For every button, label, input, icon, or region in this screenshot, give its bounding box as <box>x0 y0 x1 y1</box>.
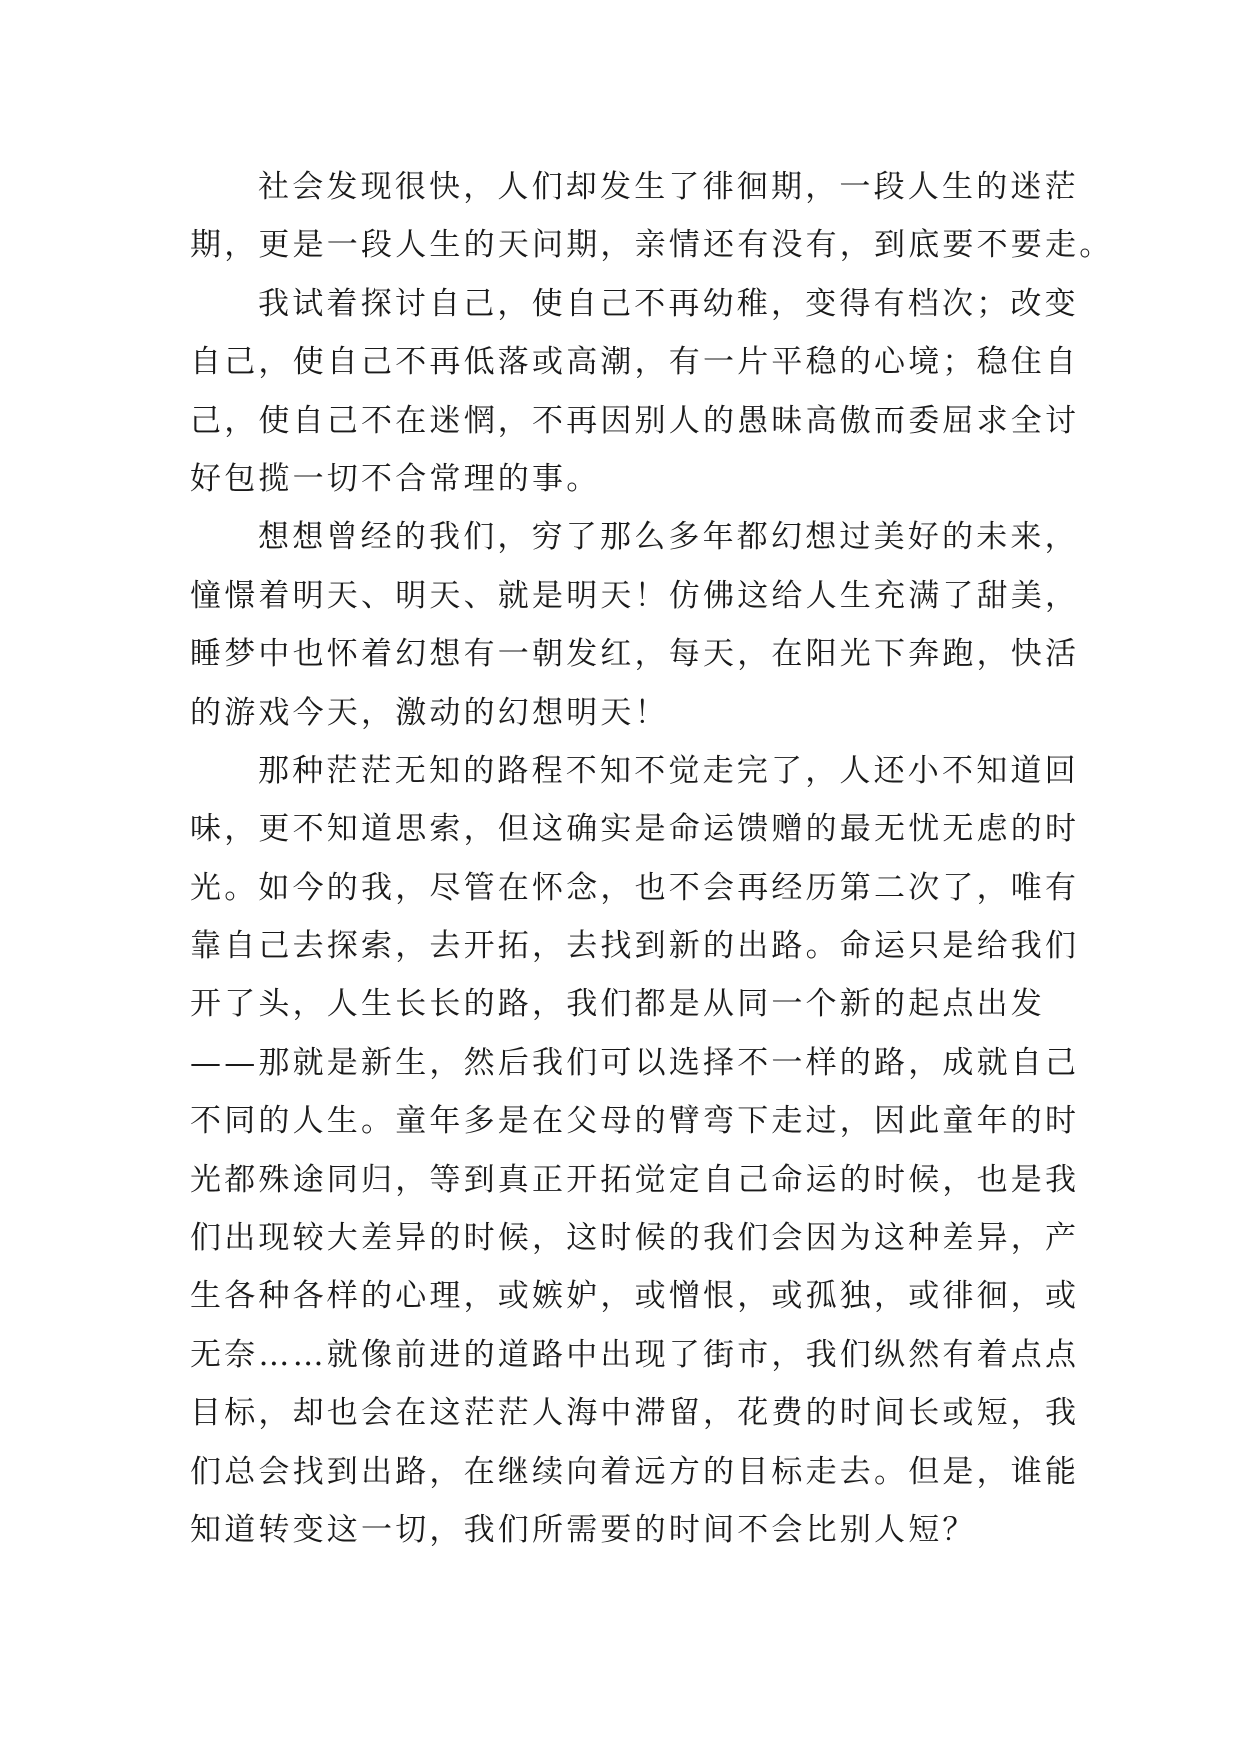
text-line: 社会发现很快，人们却发生了徘徊期，一段人生的迷茫 <box>258 169 1079 205</box>
text-line: 想想曾经的我们，穷了那么多年都幻想过美好的未来， <box>258 519 1079 556</box>
paragraph-4 <box>190 742 1080 1559</box>
text-line: 味，更不知道思索，但这确实是命运馈赠的最无忧无虑的时 <box>190 811 1080 848</box>
text-line: ——那就是新生，然后我们可以选择不一样的路，成就自己 <box>190 1044 1080 1081</box>
text-line: 目标，却也会在这茫茫人海中滞留，花费的时间长或短，我 <box>190 1395 1080 1432</box>
text-line: 那种茫茫无知的路程不知不觉走完了，人还小不知道回 <box>258 752 1079 789</box>
paragraph-1 <box>190 158 1114 275</box>
text-line: 己，使自己不在迷惘，不再因别人的愚昧高傲而委屈求全讨 <box>190 402 1080 439</box>
text-line: 期，更是一段人生的天问期，亲情还有没有，到底要不要走。 <box>190 227 1114 264</box>
text-line: 光。如今的我，尽管在怀念，也不会再经历第二次了，唯有 <box>190 869 1080 906</box>
text-line: 光都殊途同归，等到真正开拓觉定自己命运的时候，也是我 <box>190 1161 1080 1198</box>
text-line: 们出现较大差异的时候，这时候的我们会因为这种差异，产 <box>190 1220 1080 1257</box>
paragraph-3 <box>190 508 1080 742</box>
text-line: 生各种各样的心理，或嫉妒，或憎恨，或孤独，或徘徊，或 <box>190 1278 1080 1315</box>
text-line: 们总会找到出路，在继续向着远方的目标走去。但是，谁能 <box>190 1453 1080 1490</box>
text-line: 开了头，人生长长的路，我们都是从同一个新的起点出发 <box>190 986 1045 1023</box>
text-line: 我试着探讨自己，使自己不再幼稚，变得有档次；改变 <box>258 285 1079 322</box>
text-line: 不同的人生。童年多是在父母的臂弯下走过，因此童年的时 <box>190 1103 1080 1140</box>
text-line: 自己，使自己不再低落或高潮，有一片平稳的心境；稳住自 <box>190 344 1080 381</box>
body-text <box>190 158 1114 1559</box>
text-line: 靠自己去探索，去开拓，去找到新的出路。命运只是给我们 <box>190 928 1080 965</box>
paragraph-2 <box>190 275 1080 509</box>
text-line: 好包揽一切不合常理的事。 <box>190 460 601 497</box>
text-line: 无奈……就像前进的道路中出现了街市，我们纵然有着点点 <box>190 1336 1080 1373</box>
text-line: 憧憬着明天、明天、就是明天！仿佛这给人生充满了甜美， <box>190 577 1080 614</box>
text-line: 睡梦中也怀着幻想有一朝发红，每天，在阳光下奔跑，快活 <box>190 636 1080 673</box>
text-line: 知道转变这一切，我们所需要的时间不会比别人短？ <box>190 1511 977 1548</box>
text-line: 的游戏今天，激动的幻想明天！ <box>190 694 669 731</box>
